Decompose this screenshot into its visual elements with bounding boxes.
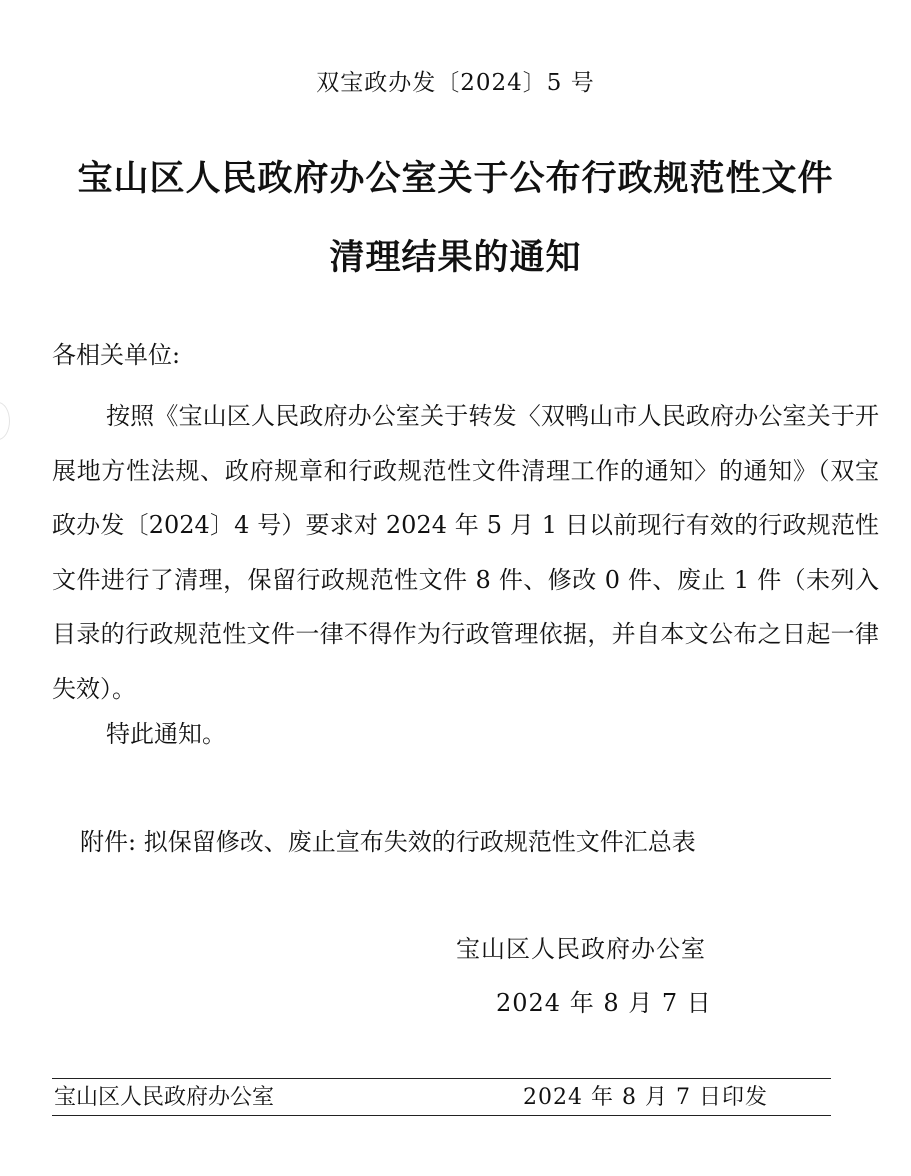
signature-date: 2024 年 8 月 7 日 — [496, 989, 712, 1017]
signature-issuer: 宝山区人民政府办公室 — [456, 935, 706, 963]
footer-print-date: 2024 年 8 月 7 日印发 — [523, 1085, 768, 1110]
salutation: 各相关单位: — [52, 341, 181, 369]
footer-top-rule — [52, 1078, 831, 1079]
footer-bottom-rule — [52, 1115, 831, 1116]
document-number: 双宝政办发〔2024〕5 号 — [316, 70, 595, 96]
document-title-line-2: 清理结果的通知 — [329, 238, 582, 278]
attachment-note: 附件: 拟保留修改、废止宣布失效的行政规范性文件汇总表 — [80, 828, 696, 856]
page-edge-mark — [0, 402, 10, 440]
closing-remark: 特此通知。 — [106, 720, 226, 748]
document-title-line-1: 宝山区人民政府办公室关于公布行政规范性文件 — [77, 159, 834, 199]
footer-issuer: 宝山区人民政府办公室 — [54, 1085, 275, 1110]
body-paragraph: 按照《宝山区人民政府办公室关于转发〈双鸭山市人民政府办公室关于开展地方性法规、政府规章和行政规范性文件清理工作的通知〉的通知》（双宝政办发〔2024〕4 号）要求对 2024 年 5 月 1 日以前现行有效的行政规范性文件进行了清理，保留行政规范性文件 8 件、修改 0 件、废止 1 件（未列入目录的行政规范性文件一律不得作为行政管理依据，并自本文公布之日起一律失效）。 — [52, 402, 879, 703]
